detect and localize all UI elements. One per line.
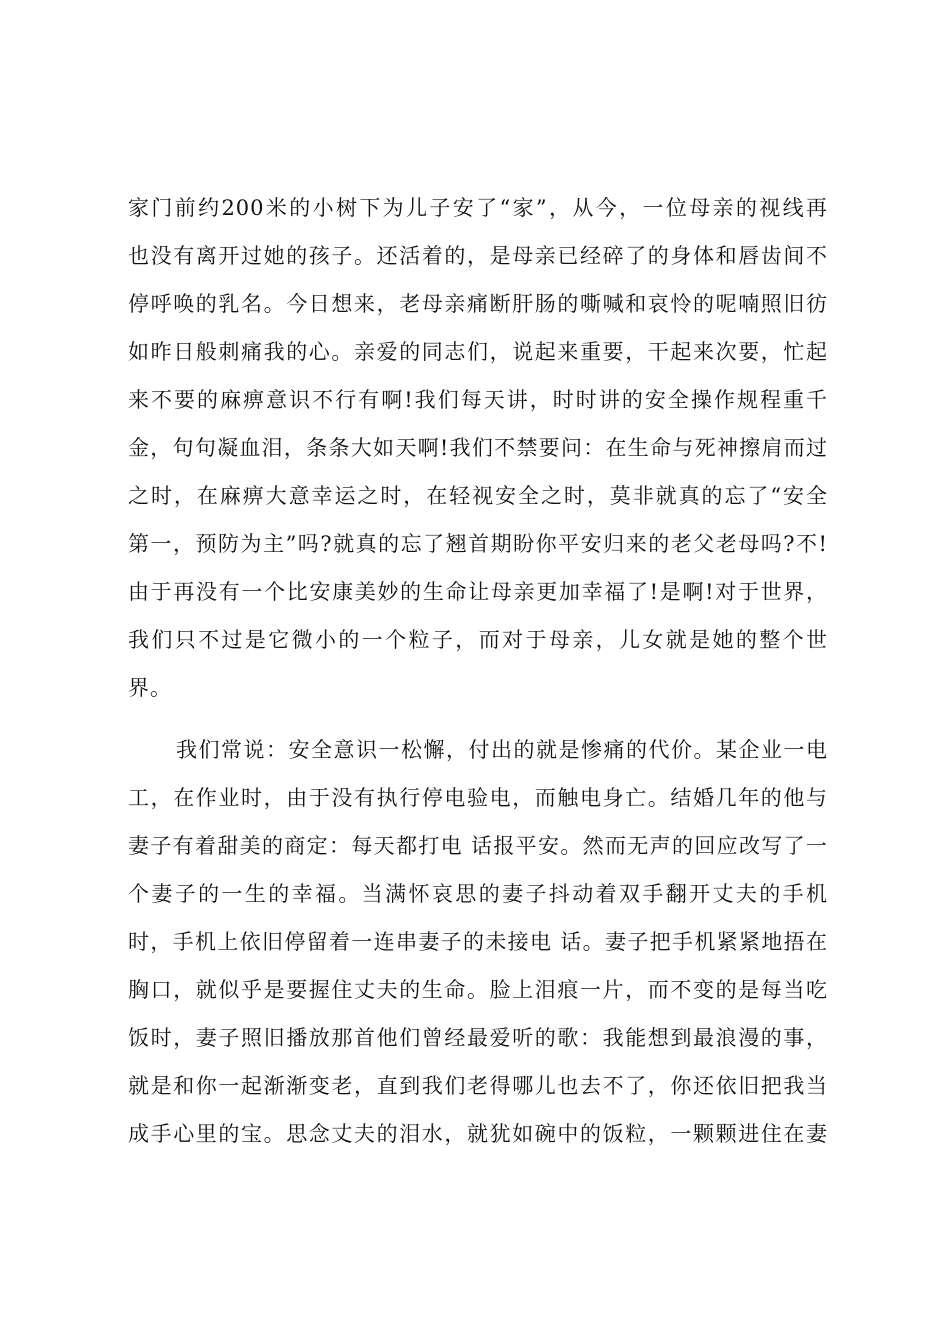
paragraph-2-line: 成手心里的宝。思念丈夫的泪水，就犹如碗中的饭粒，一颗颗进住在妻 <box>128 1122 828 1146</box>
paragraph-1-line: 由于再没有一个比安康美妙的生命让母亲更加幸福了!是啊!对于世界， <box>128 580 828 604</box>
paragraph-1-line: 也没有离开过她的孩子。还活着的，是母亲已经碎了的身体和唇齿间不 <box>128 244 828 268</box>
paragraph-2-line: 时，手机上依旧停留着一连串妻子的未接电 话。妻子把手机紧紧地捂在 <box>128 930 828 954</box>
paragraph-1-line: 第一，预防为主”吗?就真的忘了翘首期盼你平安归来的老父老母吗?不! <box>128 532 828 556</box>
paragraph-1-line: 之时，在麻痹大意幸运之时，在轻视安全之时，莫非就真的忘了“安全 <box>128 484 828 508</box>
paragraph-2-line: 个妻子的一生的幸福。当满怀哀思的妻子抖动着双手翻开丈夫的手机 <box>128 882 828 906</box>
paragraph-2-line: 饭时，妻子照旧播放那首他们曾经最爱听的歌：我能想到最浪漫的事， <box>128 1026 828 1050</box>
paragraph-1-line: 来不要的麻痹意识不行有啊!我们每天讲，时时讲的安全操作规程重千 <box>128 388 828 412</box>
paragraph-1-line: 停呼唤的乳名。今日想来，老母亲痛断肝肠的嘶喊和哀怜的呢喃照旧彷 <box>128 292 828 316</box>
paragraph-1-line: 家门前约200米的小树下为儿子安了“家”，从今，一位母亲的视线再 <box>128 196 828 220</box>
paragraph-2-line: 妻子有着甜美的商定：每天都打电 话报平安。然而无声的回应改写了一 <box>128 834 828 858</box>
paragraph-2-line: 就是和你一起渐渐变老，直到我们老得哪儿也去不了，你还依旧把我当 <box>128 1074 828 1098</box>
paragraph-2-line: 我们常说：安全意识一松懈，付出的就是惨痛的代价。某企业一电 <box>176 738 828 762</box>
paragraph-1-line: 金，句句凝血泪，条条大如天啊!我们不禁要问：在生命与死神擦肩而过 <box>128 436 828 460</box>
paragraph-2-line: 工，在作业时，由于没有执行停电验电，而触电身亡。结婚几年的他与 <box>128 786 828 810</box>
paragraph-1-line: 如昨日般刺痛我的心。亲爱的同志们，说起来重要，干起来次要，忙起 <box>128 340 828 364</box>
paragraph-1-line: 界。 <box>128 676 172 700</box>
paragraph-2-line: 胸口，就似乎是要握住丈夫的生命。脸上泪痕一片，而不变的是每当吃 <box>128 978 828 1002</box>
paragraph-1-line: 我们只不过是它微小的一个粒子，而对于母亲，儿女就是她的整个世 <box>128 628 828 652</box>
